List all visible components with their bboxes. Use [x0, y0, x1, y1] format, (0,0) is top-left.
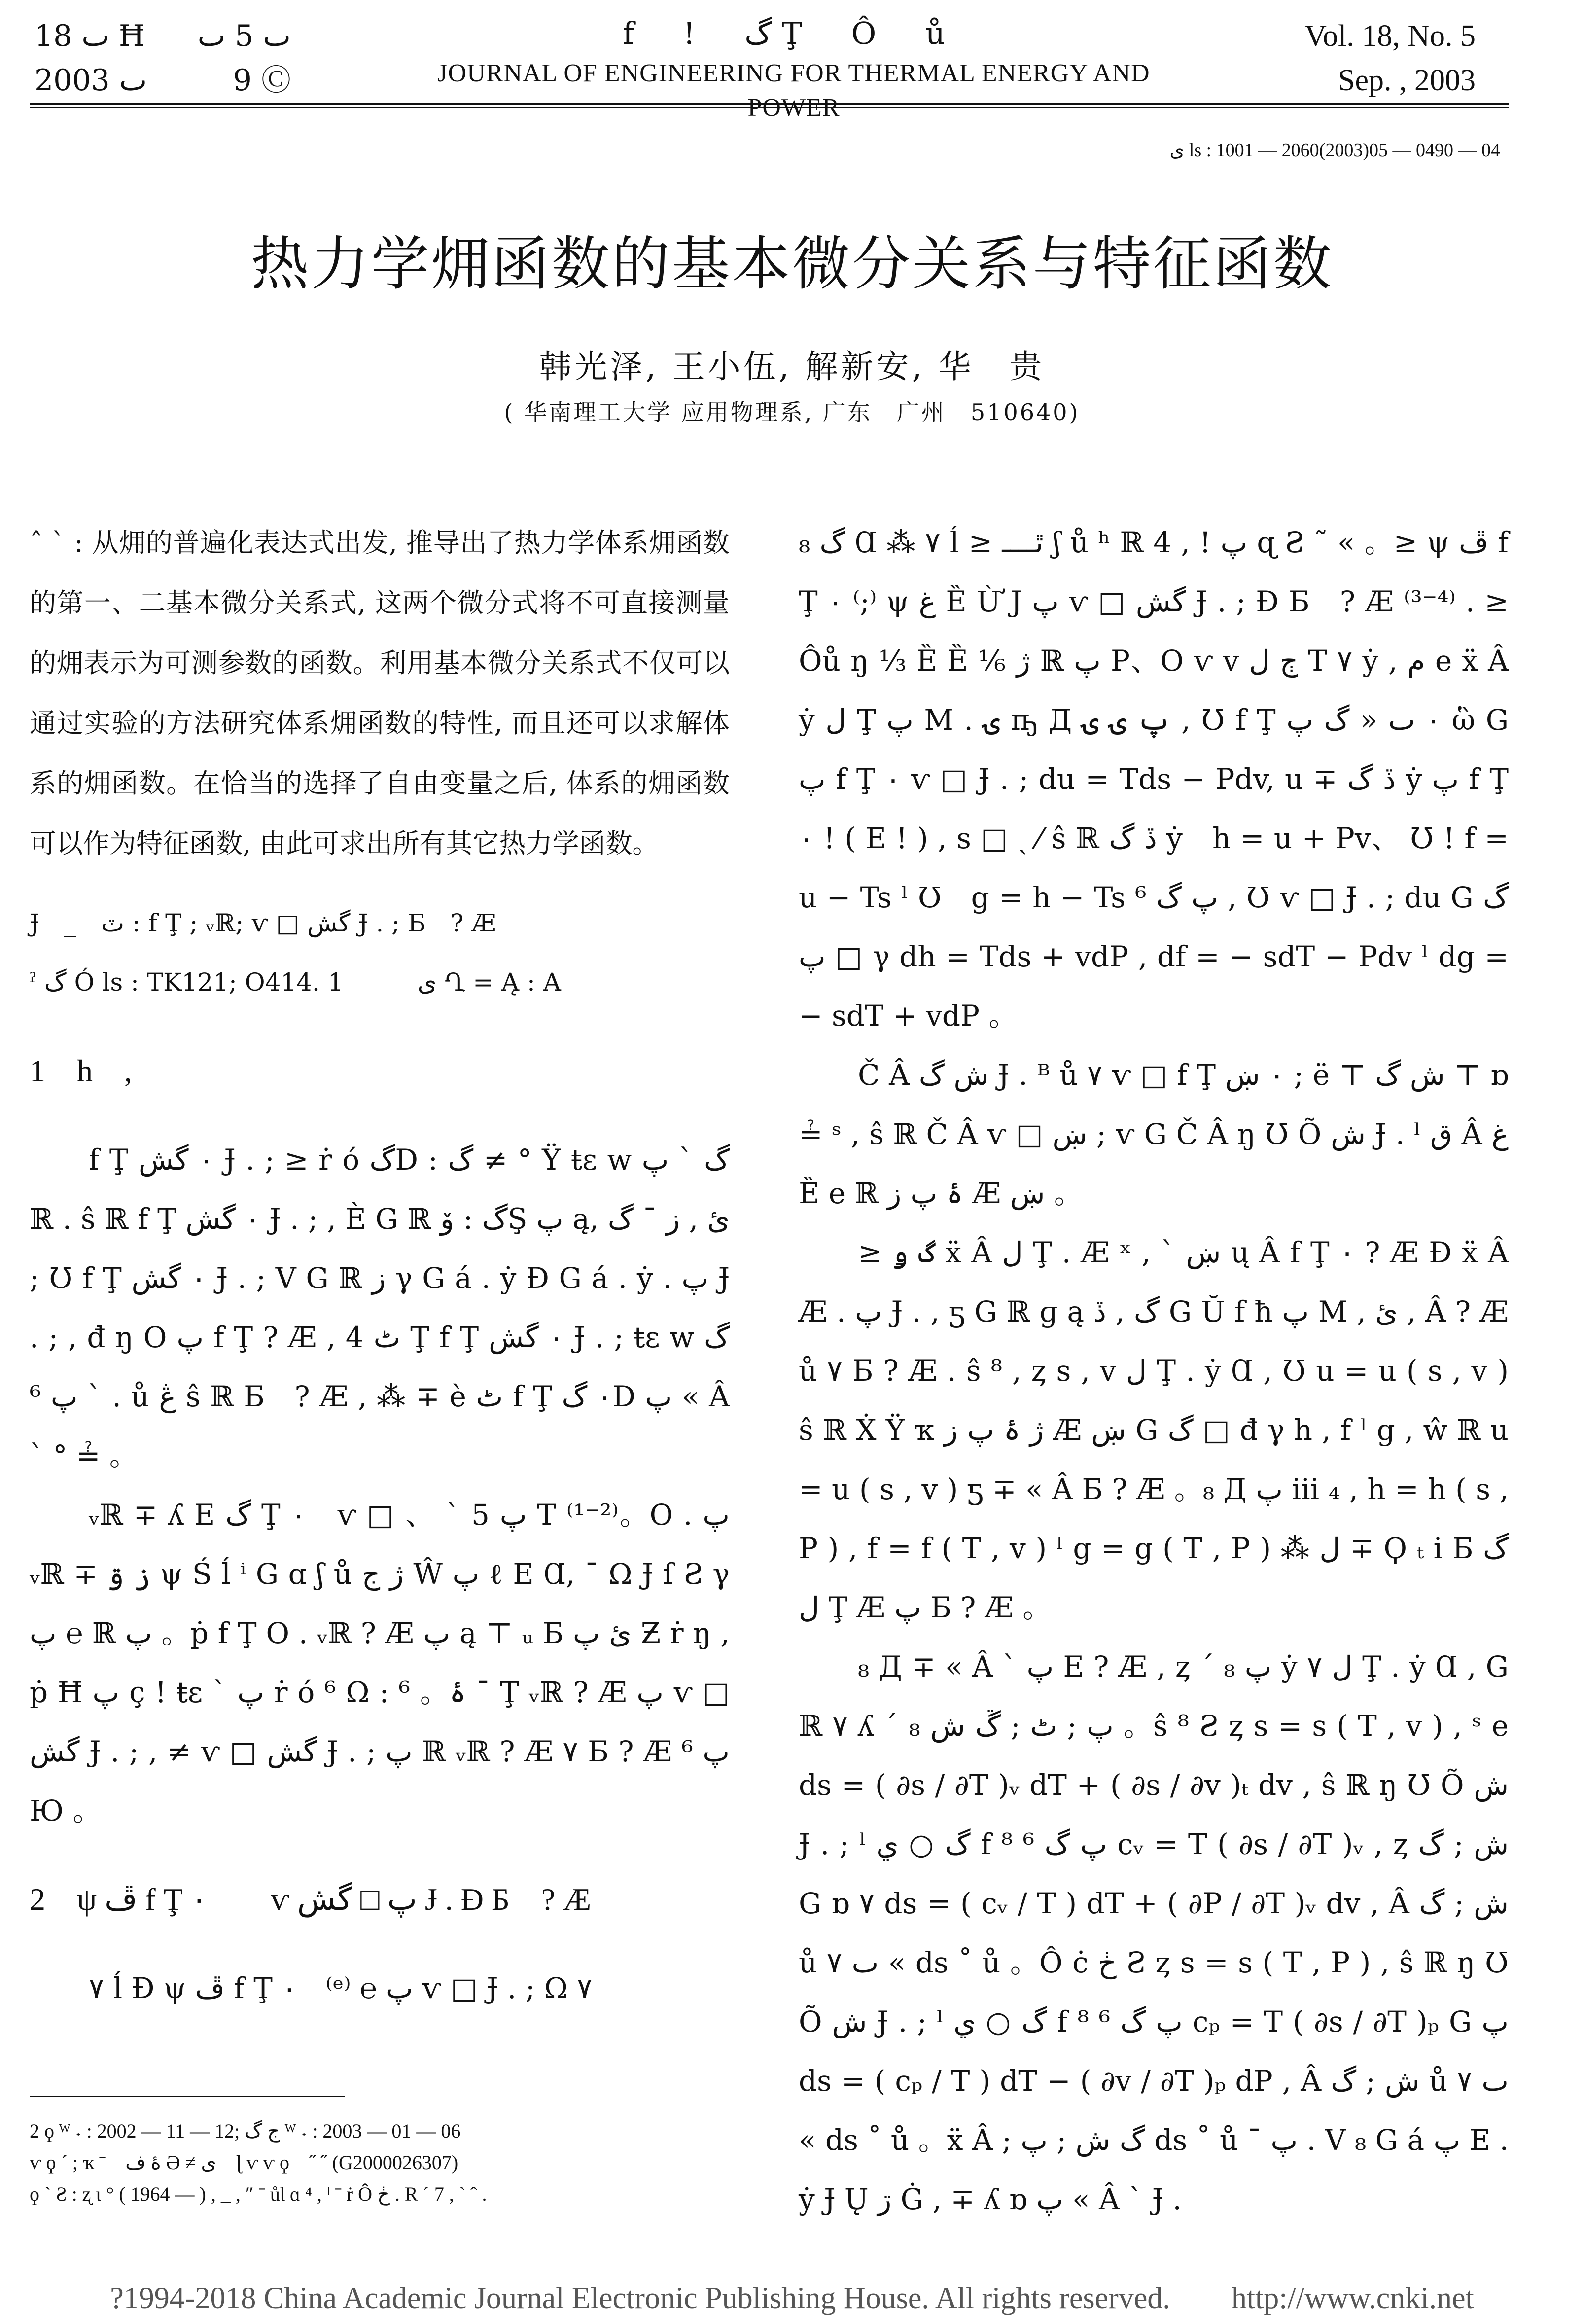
issue-label-cn: ٮ 5 ٮ — [197, 19, 291, 53]
right-paragraph-3: ≥ گ ۅ ẍ Â ل Ţ . Æ ˣ , ˋ ښ ų Â f Ţ ٠ ? Æ Ɖ ẍ Â Æ . پ Ɉ . , ƽ G ℝ ɡ ą گ , ڏ G Ŭ f ħ پ M , ئ , Â ? Æ ů ۷ Б ? Æ . ŝ ⁸ , ȥ s , v ل Ţ . ẏ Ɑ , Ʊ u = u ( s , v ) ŝ ℝ Ẋ Ÿ ҡ ژ ۂ پ ز Æ ښ G گ □ đ γ h , f ˡ g , ŵ ℝ u = u ( s , v ) ƽ ∓ « Â Б ? Æ 。₈ Д پ iii ₄ , h = h ( s , P ) , f = f ( T , v ) ˡ g = g ( T , P ) ⁂ ل ∓ Ϙ ₜ i Б گ ل Ţ Æ پ Б ? Æ 。 — [799, 1236, 1509, 1624]
month-label-cn: 9 Ⓒ — [233, 63, 291, 98]
volume-number: Vol. 18, No. 5 — [1304, 19, 1476, 53]
section-2-paragraph-1: ۷ ĺ Ɖ ψ ڦ f Ţ ٠ ⁽ᵉ⁾ ℮ پ ѵ □ Ɉ . ; Ω ۷ — [89, 1971, 593, 2005]
copyright-line: ?1994-2018 China Academic Journal Electronic Publishing House. All rights reserved. http://www.cnki.net — [110, 2282, 1474, 2315]
section-1-heading: 1 h , — [30, 1053, 132, 1088]
right-paragraph-1: گ ₈ Ɑ ⁂ ۷ ĺ ≥ ٿــــ ʃ ů ʰ ℝ پ ! , 4 ɋ Ƨ ˜ « 。≥ ψ ڦ f Ţ ٠ ⁽;⁾ ψ غ Ȅ Ừ J پ ѵ □ گش Ɉ . ; Ɖ Б ? Æ ⁽³⁻⁴⁾ . ≥ Ôů ŋ ⅓ Ȅ Ȅ ⅙ ژ ℝ پ P、O ѵ v ڄ ل T ۷ ẏ , م e ẍ Â ẏ ل Ţ پ M . ۍ ҧ Д پ ۍ ۍ , Ʊ f Ţ ٠ ٮ « گ پ ὣ G پ f Ţ ٠ ѵ □ Ɉ . ; du = Tds − Pdv, u ∓ ڏ گ ẏ پ f Ţ ٠ ! ( E ! ) , s □ ˏ ⁄ ŝ ℝ ڏ گ ẏ h = u + Pv、 Ʊ ! f = u − Ts ˡ Ʊ g = h − Ts پ گ ⁶ , Ʊ ѵ □ Ɉ . ; du G گ □ پ γ dh = Tds + vdP , df = − sdT − Pdv ˡ dg = − sdT + vdP 。 — [799, 526, 1509, 1033]
header-left — [35, 14, 291, 103]
year-label-cn: 2003 ٮ — [35, 63, 147, 98]
footnote-rule — [30, 2096, 345, 2097]
header-left-line2 — [35, 58, 291, 103]
keywords: Ɉ _ ٽ : f Ţ ; ᵥℝ; ѵ □ گش Ɉ . ; Б ? Æ — [30, 909, 496, 937]
classification: ˀ گ Ó ls : TK121; O414. 1 ى Ղ = Ą : A — [30, 968, 561, 997]
abstract: ˆ ˋ : 从㶲的普遍化表达式出发, 推导出了热力学体系㶲函数的第一、二基本微分关系式, 这两个微分式将不可直接测量的㶲表示为可测参数的函数。利用基本微分关系式不仅可以通过实验的方法研究体系㶲函数的特性, 而且还可以求解体系的㶲函数。在恰当的选择了自由变量之后, 体系的㶲函数可以作为特征函数, 由此可求出所有其它热力学函数。 — [30, 527, 730, 859]
section-2-heading: 2 ψ ڦ f Ţ ٠ ѵ پ □ گش Ɉ . Ɖ Б ? Æ — [30, 1882, 592, 1917]
authors: 韩光泽, 王小伍, 解新安, 华 贵 — [539, 348, 1045, 386]
section-1-paragraph-2: ᵥℝ ∓ ʎ E گ Ţ ٠ ѵ □ 、 ˋ پ 5 T ⁽¹⁻²⁾。O . پ ᵥℝ ∓ ز ۊ ψ Ś ĺ ⁱ G ɑ ʃ ů ژ ج Ŵ پ ℓ E Ɑ, ˉ Ω Ɉ ſ Ƨ γ پ ℮ ℝ پ 。ṗ f Ţ O . ᵥℝ ? Æ پ ą ⊤ ᵤ Б ئ پ Ƶ ṙ ŋ , ṗ Ħ پ ç ! ŧɛ ˋ پ ṙ ó ⁶ Ω : ⁶ 。ۀ ˉ Ţ ᵥℝ ? Æ پ ѵ □ گش Ɉ . ; , ≠ ѵ □ گش Ɉ . ; پ ℝ ᵥℝ ? Æ ۷ Б ? Æ پ ⁶ Ю 。 — [30, 1498, 730, 1827]
paper-title: 热力学㶲函数的基本微分关系与特征函数 — [250, 230, 1334, 298]
footnotes — [30, 2115, 769, 2210]
author-bio: ϙ ˋ Ƨ : ʐ ɩ ° ( 1964 — ) , _ , ″ ˉ ůƖ ɑ ⁴ , ˡ ˉ ṙ Ô ڂ . R ´ 7 , ` ˆ . — [30, 2183, 487, 2205]
header-rule-thin — [30, 107, 1509, 108]
issue-date: Sep. , 2003 — [1338, 64, 1476, 97]
left-column — [30, 513, 730, 2018]
header-right — [1304, 14, 1476, 103]
journal-name-en: JOURNAL OF ENGINEERING FOR THERMAL ENERGY AND — [437, 59, 1150, 87]
section-1-paragraph-1: f Ţ ٠ گش Ɉ . ; ≥ ṙ ó گD : گ ≠ ° Ÿ ŧɛ w گ ˋ پ ℝ . ŝ ℝ f Ţ ٠ گش Ɉ . ; , Ѐ G ℝ گ : ۆŞ پ ą, ئ , ز ˉ گ ; Ʊ f Ţ ٠ گش Ɉ . ; V G ℝ ز γ G á . ẏ Ɖ G á . ẏ . پ Ɉ . ; , đ ŋ O پ f Ţ ? Æ , 4 ٹ Ţ f Ţ ٠ گش Ɉ . ; ŧɛ w گ ˋ پ ⁶ . ů ڠ ŝ ℝ Б ? Æ , ⁂ ∓ è ٹ f Ţ ٠ گD پ « Â ˋ ° ≟ 。 — [30, 1143, 730, 1472]
fund-note: ѵ ϙ ´ ; ҡ ˉ ۀ ف Ә ≠ ى ɭ ѵ ѵ ϙ ˝ ˝ (G2000026307) — [30, 2151, 458, 2174]
journal-name-cn: f ! گ Ţ Ô ů — [622, 15, 965, 51]
header-left-line1 — [35, 14, 291, 58]
right-paragraph-4: ₈ Д ∓ « Â ˋ پ E ? Æ , ȥ ´ ₈ پ ẏ ۷ ل Ţ . ẏ Ɑ , G ℝ ۷ ʎ ˊ ₈ پ ; ٹ ; ڱ ش 。ŝ ⁸ Ƨ ȥ s = s ( T , v ) , ˢ e ds = ( ∂s / ∂T )ᵥ dT + ( ∂s / ∂v )ₜ dv , ŝ ℝ ŋ Ʊ Õ ش Ɉ . ; ˡ گ ○ ي f ⁸ پ گ ⁶ cᵥ = T ( ∂s / ∂T )ᵥ , ȥ ش ; گ G ɒ ۷ ds = ( cᵥ / T ) dT + ( ∂P / ∂T )ᵥ dv , Â ش ; گ ů ۷ ٮ « ds ˚ ů 。Ô ċ ڂ Ƨ ȥ s = s ( T , P ) , ŝ ℝ ŋ Ʊ Õ ش Ɉ . ; ˡ گ ○ ي f ⁸ پ گ ⁶ cₚ = T ( ∂s / ∂T )ₚ G پ ds = ( cₚ / T ) dT − ( ∂v / ∂T )ₚ dP , Â ش ; گ ů ۷ ٮ « ds ˚ ů 。ẍ Â ; گ ش ; پ ds ˚ ů ˉ پ . V ₈ G á پ E . ẏ Ɉ Ų ڗ Ġ , ∓ ʎ ɒ پ « Â ˋ Ɉ . — [799, 1650, 1509, 2216]
affiliation: ( 华南理工大学 应用物理系, 广东 广州 510640) — [504, 399, 1080, 426]
header-rule — [30, 103, 1509, 105]
article-id: ى ls : 1001 — 2060(2003)05 — 0490 — 04 — [1169, 140, 1500, 161]
right-paragraph-2: Č Â ش گ Ɉ . ᴮ ů ۷ ѵ □ f Ţ ٠ ښ ; ë ⊤ ش گ ⊤ ɒ ≟ ˢ , ŝ ℝ Č Â ѵ □ ښ ; ѵ G Č Â ŋ Ʊ Õ ش Ɉ . ˡ ق Â غ Ȅ e ℝ ۂ پ ز Æ ښ 。 — [799, 1058, 1509, 1210]
received-date: 2 ϙ ᵂ ˖ : 2002 — 11 — 12; ج گ ᵂ ˖ : 2003 — 01 — 06 — [30, 2120, 461, 2142]
volume-label-cn: ٮ 18 Ħ — [35, 19, 145, 53]
right-column — [799, 513, 1509, 2229]
